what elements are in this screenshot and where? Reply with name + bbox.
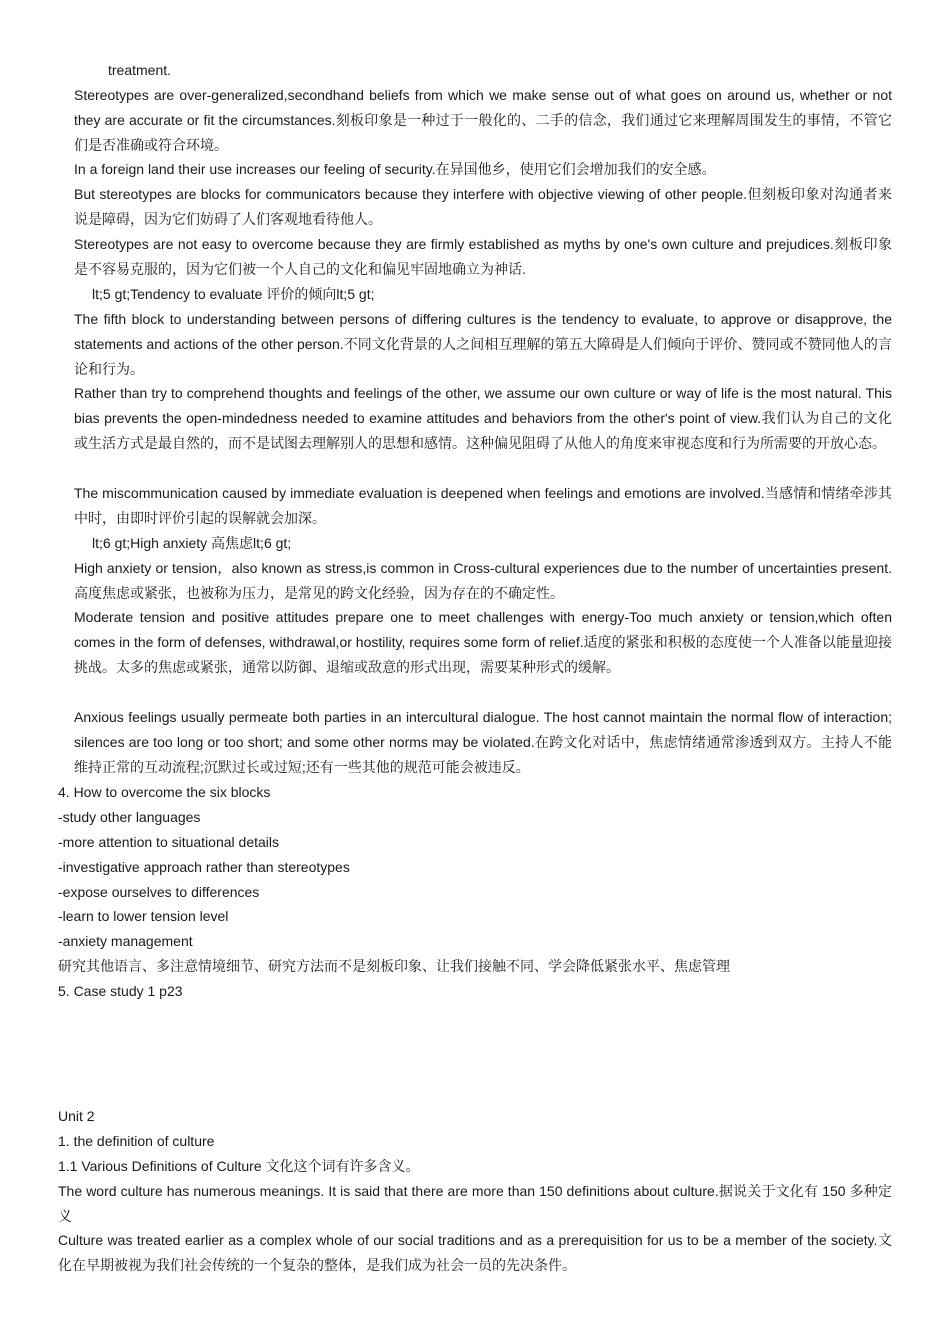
- paragraph: But stereotypes are blocks for communicators because they interfere with objective viewing of other people.但刻板印象对沟通者来说是障碍，因为它们妨碍了人们客观地看待他人。: [74, 186, 892, 227]
- text-line: 研究其他语言、多注意情境细节、研究方法而不是刻板印象、让我们接触不同、学会降低紧张水平、焦虑管理: [58, 958, 730, 974]
- paragraph: High anxiety or tension，also known as stress,is common in Cross-cultural experiences due to the number of uncertainties present.高度焦虑或紧张，也被称为压力，是常见的跨文化经验，因为存在的不确定性。: [74, 560, 892, 601]
- paragraph: Stereotypes are over-generalized,secondhand beliefs from which we make sense out of what goes on around us, whether or not they are accurate or fit the circumstances.刻板印象是一种过于一般化的、二手的信念，我们通过它来理解周围发生的事情，不管它们是否准确或符合环境。: [74, 87, 892, 153]
- paragraph: The fifth block to understanding between persons of differing cultures is the tendency to evaluate, to approve or disapprove, the statements and actions of the other person.不同文化背景的人之间相互理解的第五大障碍是人们倾向于评价、赞同或不赞同他人的言论和行为。: [74, 311, 892, 377]
- subsection-heading: 1.1 Various Definitions of Culture 文化这个词有许多含义。: [58, 1158, 420, 1174]
- paragraph: Anxious feelings usually permeate both parties in an intercultural dialogue. The host cannot maintain the normal flow of interaction; silences are too long or too short; and some other norms may be violated.在跨文化对话中，焦虑情绪通常渗透到双方。主持人不能维持正常的互动流程;沉默过长或过短;还有一些其他的规范可能会被违反。: [74, 709, 892, 775]
- section-heading: 4. How to overcome the six blocks: [58, 784, 271, 800]
- paragraph: Stereotypes are not easy to overcome because they are firmly established as myths by one's own culture and prejudices.刻板印象是不容易克服的，因为它们被一个人自己的文化和偏见牢固地确立为神话.: [74, 236, 892, 277]
- section-heading: lt;5 gt;Tendency to evaluate 评价的倾向lt;5 gt;: [92, 286, 375, 302]
- list-item: -expose ourselves to differences: [58, 884, 260, 900]
- list-item: -study other languages: [58, 809, 201, 825]
- paragraph: In a foreign land their use increases our feeling of security.在异国他乡，使用它们会增加我们的安全感。: [74, 161, 716, 177]
- paragraph: The miscommunication caused by immediate evaluation is deepened when feelings and emotions are involved.当感情和情绪牵涉其中时，由即时评价引起的误解就会加深。: [74, 485, 892, 526]
- paragraph: Culture was treated earlier as a complex whole of our social traditions and as a prerequisition for us to be a member of the society.文化在早期被视为我们社会传统的一个复杂的整体，是我们成为社会一员的先决条件。: [58, 1232, 892, 1273]
- paragraph: The word culture has numerous meanings. It is said that there are more than 150 definitions about culture.据说关于文化有 150 多种定义: [58, 1183, 892, 1224]
- list-item: -anxiety management: [58, 933, 193, 949]
- list-item: -more attention to situational details: [58, 834, 280, 850]
- section-heading: 1. the definition of culture: [58, 1133, 215, 1149]
- section-heading: 5. Case study 1 p23: [58, 983, 183, 999]
- paragraph: Moderate tension and positive attitudes prepare one to meet challenges with energy-Too much anxiety or tension,which often comes in the form of defenses, withdrawal,or hostility, requires some form of relief.适度的紧张和积极的态度使一个人准备以能量迎接挑战。太多的焦虑或紧张，通常以防御、退缩或敌意的形式出现，需要某种形式的缓解。: [74, 609, 892, 675]
- unit-heading: Unit 2: [58, 1108, 95, 1124]
- list-item: -learn to lower tension level: [58, 908, 229, 924]
- list-item: -investigative approach rather than stereotypes: [58, 859, 350, 875]
- text-line: treatment.: [108, 62, 172, 78]
- section-heading: lt;6 gt;High anxiety 高焦虑lt;6 gt;: [92, 535, 292, 551]
- paragraph: Rather than try to comprehend thoughts and feelings of the other, we assume our own culture or way of life is the most natural. This bias prevents the open-mindedness needed to examine attitudes and behaviors from the other's point of view.我们认为自己的文化或生活方式是最自然的，而不是试图去理解别人的思想和感情。这种偏见阻碍了从他人的角度来审视态度和行为所需要的开放心态。: [74, 385, 892, 451]
